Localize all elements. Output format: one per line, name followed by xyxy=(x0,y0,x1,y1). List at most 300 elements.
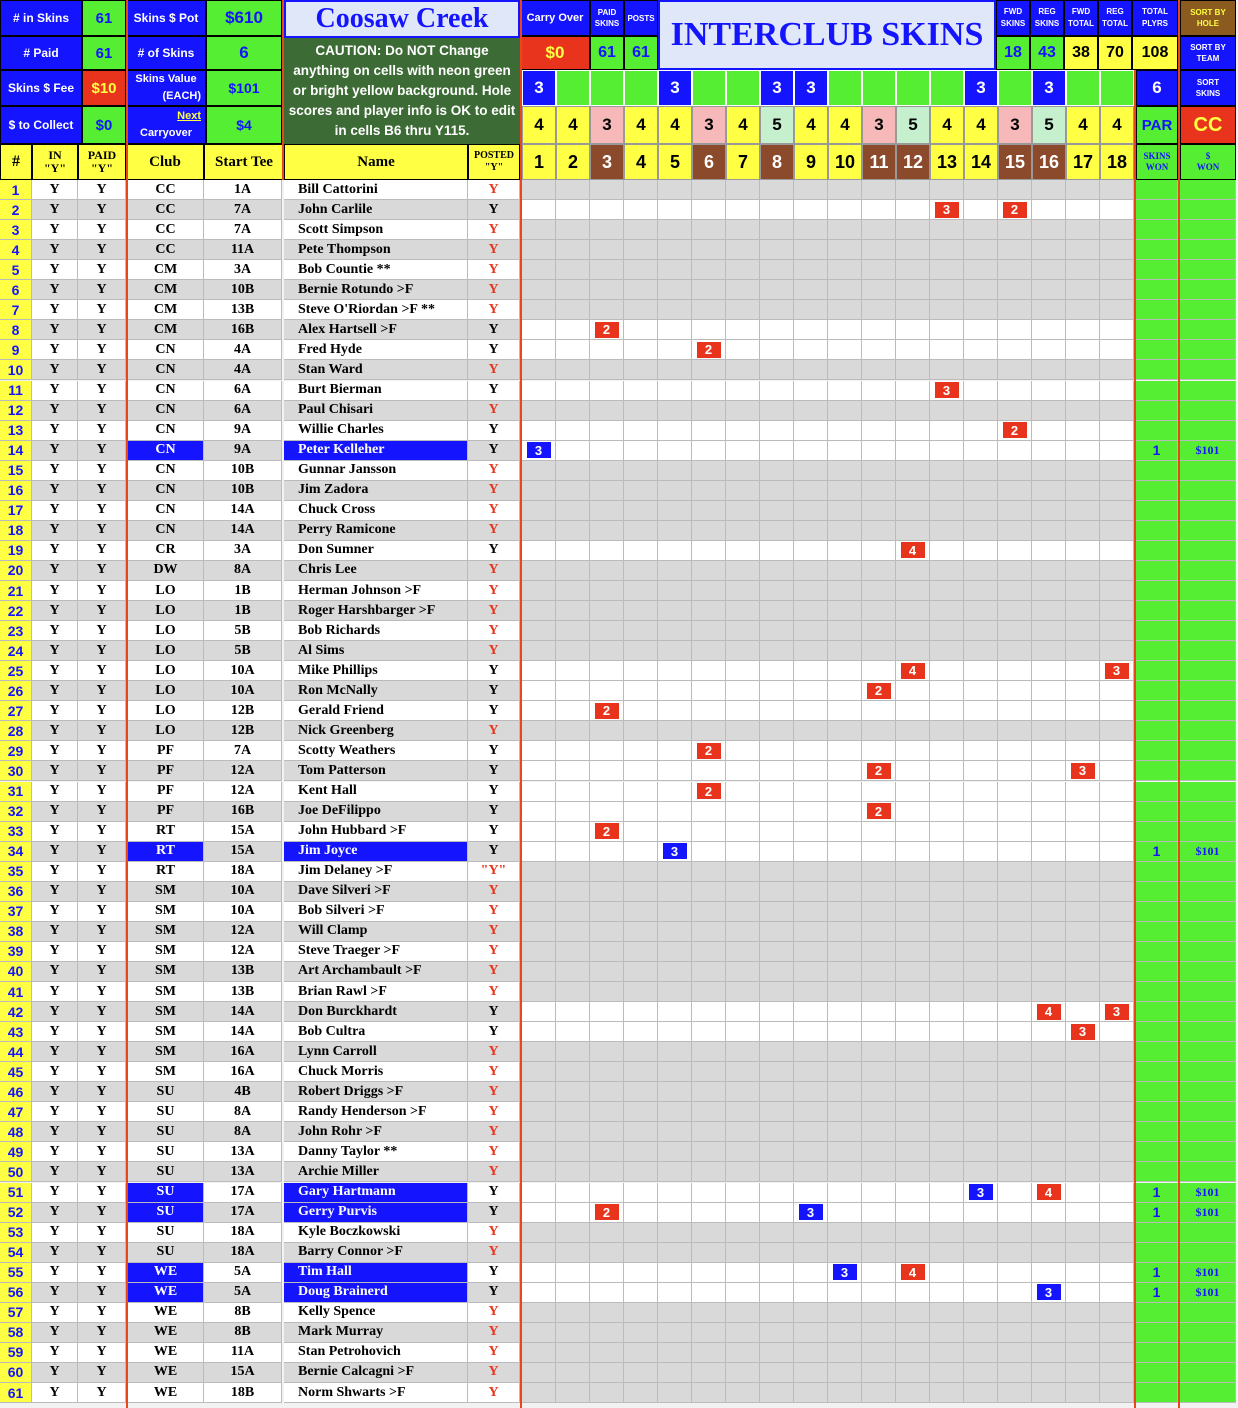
posted-cell[interactable]: Y xyxy=(468,1363,520,1383)
posted-cell[interactable]: Y xyxy=(468,1002,520,1022)
hole-score-cell[interactable] xyxy=(1032,661,1066,681)
hole-score-cell[interactable] xyxy=(692,541,726,561)
hole-score-cell[interactable] xyxy=(828,1162,862,1182)
tee-cell[interactable]: 1B xyxy=(204,601,282,621)
hole-score-cell[interactable] xyxy=(658,782,692,802)
player-name[interactable]: Gerry Purvis xyxy=(284,1203,468,1223)
hole-score-cell[interactable] xyxy=(1100,1223,1134,1243)
in-cell[interactable]: Y xyxy=(32,360,78,380)
hole-score-cell[interactable] xyxy=(794,741,828,761)
hole-score-cell[interactable] xyxy=(1066,782,1100,802)
hole-score-cell[interactable] xyxy=(828,240,862,260)
hole-score-cell[interactable] xyxy=(1066,240,1100,260)
hole-score-cell[interactable] xyxy=(590,1323,624,1343)
hole-score-cell[interactable] xyxy=(896,280,930,300)
hole-score-cell[interactable] xyxy=(862,1323,896,1343)
hole-score-cell[interactable] xyxy=(896,761,930,781)
hole-score-cell[interactable] xyxy=(862,541,896,561)
hole-score-cell[interactable] xyxy=(930,461,964,481)
player-name[interactable]: Willie Charles xyxy=(284,421,468,441)
hole-score-cell[interactable] xyxy=(522,381,556,401)
hole-score-cell[interactable] xyxy=(794,360,828,380)
hole-score-cell[interactable] xyxy=(930,1142,964,1162)
player-name[interactable]: John Rohr >F xyxy=(284,1122,468,1142)
hole-score-cell[interactable] xyxy=(1066,581,1100,601)
hole-score-cell[interactable] xyxy=(896,701,930,721)
paid-cell[interactable]: Y xyxy=(78,1323,126,1343)
hole-score-cell[interactable] xyxy=(896,1162,930,1182)
hole-score-cell[interactable] xyxy=(1100,661,1134,681)
hole-score-cell[interactable] xyxy=(896,982,930,1002)
tee-cell[interactable]: 7A xyxy=(204,200,282,220)
in-cell[interactable]: Y xyxy=(32,1102,78,1122)
club-cell[interactable]: PF xyxy=(128,782,204,802)
hole-score-cell[interactable] xyxy=(1066,761,1100,781)
player-name[interactable]: Peter Kelleher xyxy=(284,441,468,461)
club-cell[interactable]: CM xyxy=(128,320,204,340)
hole-score-cell[interactable] xyxy=(794,1303,828,1323)
hole-score-cell[interactable] xyxy=(726,220,760,240)
hole-score-cell[interactable] xyxy=(862,741,896,761)
hole-score-cell[interactable] xyxy=(964,541,998,561)
hole-score-cell[interactable] xyxy=(1066,982,1100,1002)
hole-score-cell[interactable] xyxy=(1032,1203,1066,1223)
posted-cell[interactable]: Y xyxy=(468,381,520,401)
hole-score-cell[interactable] xyxy=(998,701,1032,721)
hole-score-cell[interactable] xyxy=(760,260,794,280)
sort-by-team-button[interactable] xyxy=(1180,36,1236,70)
in-cell[interactable]: Y xyxy=(32,1183,78,1203)
posted-cell[interactable]: Y xyxy=(468,300,520,320)
hole-score-cell[interactable] xyxy=(590,641,624,661)
hole-score-cell[interactable] xyxy=(964,922,998,942)
paid-cell[interactable]: Y xyxy=(78,481,126,501)
hole-score-cell[interactable] xyxy=(998,220,1032,240)
hole-score-cell[interactable] xyxy=(998,481,1032,501)
in-cell[interactable]: Y xyxy=(32,681,78,701)
hole-score-cell[interactable] xyxy=(726,561,760,581)
hole-score-cell[interactable] xyxy=(1032,401,1066,421)
paid-cell[interactable]: Y xyxy=(78,1203,126,1223)
hole-score-cell[interactable] xyxy=(760,842,794,862)
posted-cell[interactable]: Y xyxy=(468,240,520,260)
hole-score-cell[interactable] xyxy=(964,1082,998,1102)
posted-cell[interactable]: Y xyxy=(468,1122,520,1142)
fee-value[interactable]: $10 xyxy=(82,70,126,106)
hole-score-cell[interactable] xyxy=(794,240,828,260)
hole-score-cell[interactable] xyxy=(1032,421,1066,441)
hole-score-cell[interactable] xyxy=(658,802,692,822)
club-cell[interactable]: LO xyxy=(128,701,204,721)
hole-score-cell[interactable] xyxy=(590,220,624,240)
hole-score-cell[interactable] xyxy=(964,1363,998,1383)
hole-score-cell[interactable] xyxy=(896,1343,930,1363)
hole-score-cell[interactable] xyxy=(862,1203,896,1223)
hole-score-cell[interactable] xyxy=(964,1183,998,1203)
club-cell[interactable]: SM xyxy=(128,982,204,1002)
hole-score-cell[interactable] xyxy=(726,541,760,561)
player-name[interactable]: Norm Shwarts >F xyxy=(284,1383,468,1403)
hole-score-cell[interactable] xyxy=(930,1062,964,1082)
club-cell[interactable]: CN xyxy=(128,461,204,481)
hole-score-cell[interactable] xyxy=(964,681,998,701)
hole-score-cell[interactable] xyxy=(1032,902,1066,922)
hole-score-cell[interactable] xyxy=(1066,1223,1100,1243)
hole-score-cell[interactable] xyxy=(692,802,726,822)
in-cell[interactable]: Y xyxy=(32,741,78,761)
paid-cell[interactable]: Y xyxy=(78,220,126,240)
hole-score-cell[interactable] xyxy=(1100,621,1134,641)
club-cell[interactable]: SU xyxy=(128,1102,204,1122)
hole-score-cell[interactable] xyxy=(930,842,964,862)
hole-score-cell[interactable] xyxy=(930,1343,964,1363)
hole-score-cell[interactable] xyxy=(896,1062,930,1082)
hole-score-cell[interactable] xyxy=(760,381,794,401)
hole-score-cell[interactable] xyxy=(998,1162,1032,1182)
hole-score-cell[interactable] xyxy=(930,1102,964,1122)
hole-score-cell[interactable] xyxy=(1100,220,1134,240)
hole-score-cell[interactable] xyxy=(1032,1183,1066,1203)
hole-score-cell[interactable] xyxy=(590,1122,624,1142)
hole-score-cell[interactable] xyxy=(998,982,1032,1002)
hole-score-cell[interactable] xyxy=(590,681,624,701)
hole-score-cell[interactable] xyxy=(590,200,624,220)
hole-score-cell[interactable] xyxy=(556,721,590,741)
paid-cell[interactable]: Y xyxy=(78,1303,126,1323)
hole-score-cell[interactable] xyxy=(1066,1283,1100,1303)
hole-score-cell[interactable] xyxy=(862,340,896,360)
hole-score-cell[interactable] xyxy=(692,1162,726,1182)
tee-cell[interactable]: 5B xyxy=(204,621,282,641)
hole-score-cell[interactable] xyxy=(624,220,658,240)
hole-score-cell[interactable] xyxy=(896,802,930,822)
paid-cell[interactable]: Y xyxy=(78,1062,126,1082)
hole-score-cell[interactable] xyxy=(828,501,862,521)
hole-score-cell[interactable] xyxy=(624,1122,658,1142)
hole-score-cell[interactable] xyxy=(862,1263,896,1283)
tee-cell[interactable]: 12B xyxy=(204,701,282,721)
hole-score-cell[interactable] xyxy=(794,180,828,200)
hole-score-cell[interactable] xyxy=(726,1022,760,1042)
hole-score-cell[interactable] xyxy=(998,681,1032,701)
hole-score-cell[interactable] xyxy=(930,621,964,641)
club-cell[interactable]: PF xyxy=(128,802,204,822)
hole-score-cell[interactable] xyxy=(862,902,896,922)
sort-by-hole-button[interactable] xyxy=(1180,0,1236,36)
in-cell[interactable]: Y xyxy=(32,1062,78,1082)
hole-score-cell[interactable] xyxy=(794,260,828,280)
hole-score-cell[interactable] xyxy=(964,1323,998,1343)
posted-cell[interactable]: "Y" xyxy=(468,862,520,882)
player-name[interactable]: Jim Delaney >F xyxy=(284,862,468,882)
hole-score-cell[interactable] xyxy=(964,1203,998,1223)
hole-score-cell[interactable] xyxy=(930,541,964,561)
hole-score-cell[interactable] xyxy=(998,842,1032,862)
in-cell[interactable]: Y xyxy=(32,1243,78,1263)
hole-score-cell[interactable] xyxy=(522,1343,556,1363)
hole-score-cell[interactable] xyxy=(1032,280,1066,300)
hole-score-cell[interactable] xyxy=(522,621,556,641)
hole-score-cell[interactable] xyxy=(556,260,590,280)
hole-score-cell[interactable] xyxy=(828,721,862,741)
hole-score-cell[interactable] xyxy=(726,1183,760,1203)
hole-score-cell[interactable] xyxy=(862,501,896,521)
hole-score-cell[interactable] xyxy=(794,220,828,240)
hole-score-cell[interactable] xyxy=(964,1022,998,1042)
hole-score-cell[interactable] xyxy=(692,1303,726,1323)
hole-score-cell[interactable] xyxy=(760,1022,794,1042)
hole-score-cell[interactable] xyxy=(726,381,760,401)
hole-score-cell[interactable] xyxy=(590,882,624,902)
in-cell[interactable]: Y xyxy=(32,982,78,1002)
hole-score-cell[interactable] xyxy=(1066,902,1100,922)
hole-score-cell[interactable] xyxy=(998,741,1032,761)
hole-score-cell[interactable] xyxy=(522,942,556,962)
tee-cell[interactable]: 10B xyxy=(204,280,282,300)
hole-score-cell[interactable] xyxy=(862,220,896,240)
tee-cell[interactable]: 14A xyxy=(204,1002,282,1022)
hole-score-cell[interactable] xyxy=(692,1203,726,1223)
player-name[interactable]: Pete Thompson xyxy=(284,240,468,260)
hole-score-cell[interactable] xyxy=(1100,641,1134,661)
hole-score-cell[interactable] xyxy=(896,561,930,581)
posted-cell[interactable]: Y xyxy=(468,1383,520,1403)
hole-score-cell[interactable] xyxy=(522,340,556,360)
hole-score-cell[interactable] xyxy=(1066,220,1100,240)
hole-score-cell[interactable] xyxy=(862,320,896,340)
hole-score-cell[interactable] xyxy=(998,641,1032,661)
hole-score-cell[interactable] xyxy=(556,320,590,340)
hole-score-cell[interactable] xyxy=(624,621,658,641)
hole-score-cell[interactable] xyxy=(930,782,964,802)
hole-score-cell[interactable] xyxy=(1066,601,1100,621)
hole-score-cell[interactable] xyxy=(624,541,658,561)
hole-score-cell[interactable] xyxy=(930,882,964,902)
hole-score-cell[interactable] xyxy=(862,701,896,721)
hole-score-cell[interactable] xyxy=(1066,641,1100,661)
player-name[interactable]: Al Sims xyxy=(284,641,468,661)
hole-score-cell[interactable] xyxy=(658,280,692,300)
player-name[interactable]: Alex Hartsell >F xyxy=(284,320,468,340)
hole-score-cell[interactable] xyxy=(556,1243,590,1263)
hole-score-cell[interactable] xyxy=(726,1343,760,1363)
hole-score-cell[interactable] xyxy=(760,441,794,461)
hole-score-cell[interactable] xyxy=(1100,1042,1134,1062)
club-cell[interactable]: SM xyxy=(128,1062,204,1082)
hole-score-cell[interactable] xyxy=(1032,200,1066,220)
hole-score-cell[interactable] xyxy=(522,1363,556,1383)
club-cell[interactable]: LO xyxy=(128,661,204,681)
hole-score-cell[interactable] xyxy=(828,641,862,661)
hole-score-cell[interactable] xyxy=(624,601,658,621)
hole-score-cell[interactable] xyxy=(658,1223,692,1243)
hole-score-cell[interactable] xyxy=(590,802,624,822)
tee-cell[interactable]: 5B xyxy=(204,641,282,661)
hole-score-cell[interactable] xyxy=(896,1243,930,1263)
hole-score-cell[interactable] xyxy=(760,1343,794,1363)
hole-score-cell[interactable] xyxy=(624,260,658,280)
hole-score-cell[interactable] xyxy=(998,441,1032,461)
hole-score-cell[interactable] xyxy=(896,461,930,481)
hole-score-cell[interactable] xyxy=(624,240,658,260)
club-cell[interactable]: WE xyxy=(128,1263,204,1283)
in-cell[interactable]: Y xyxy=(32,1283,78,1303)
hole-score-cell[interactable] xyxy=(1066,1022,1100,1042)
player-name[interactable]: Lynn Carroll xyxy=(284,1042,468,1062)
hole-score-cell[interactable] xyxy=(828,1223,862,1243)
hole-score-cell[interactable] xyxy=(964,581,998,601)
hole-score-cell[interactable] xyxy=(624,1223,658,1243)
hole-score-cell[interactable] xyxy=(1066,922,1100,942)
posted-cell[interactable]: Y xyxy=(468,541,520,561)
hole-score-cell[interactable] xyxy=(556,1102,590,1122)
hole-score-cell[interactable] xyxy=(760,1082,794,1102)
hole-score-cell[interactable] xyxy=(828,701,862,721)
paid-cell[interactable]: Y xyxy=(78,601,126,621)
player-name[interactable]: Tim Hall xyxy=(284,1263,468,1283)
hole-score-cell[interactable] xyxy=(624,862,658,882)
hole-score-cell[interactable] xyxy=(998,782,1032,802)
hole-score-cell[interactable] xyxy=(896,521,930,541)
posted-cell[interactable]: Y xyxy=(468,401,520,421)
club-cell[interactable]: WE xyxy=(128,1363,204,1383)
hole-score-cell[interactable] xyxy=(760,761,794,781)
hole-score-cell[interactable] xyxy=(556,1323,590,1343)
hole-score-cell[interactable] xyxy=(624,180,658,200)
hole-score-cell[interactable] xyxy=(930,401,964,421)
hole-score-cell[interactable] xyxy=(590,1102,624,1122)
hole-score-cell[interactable] xyxy=(590,761,624,781)
hole-score-cell[interactable] xyxy=(964,260,998,280)
hole-score-cell[interactable] xyxy=(760,1042,794,1062)
hole-score-cell[interactable] xyxy=(1100,280,1134,300)
hole-score-cell[interactable] xyxy=(726,1283,760,1303)
hole-score-cell[interactable] xyxy=(590,300,624,320)
posted-cell[interactable]: Y xyxy=(468,340,520,360)
hole-score-cell[interactable] xyxy=(794,501,828,521)
in-cell[interactable]: Y xyxy=(32,1002,78,1022)
hole-score-cell[interactable] xyxy=(794,601,828,621)
hole-score-cell[interactable] xyxy=(1032,1082,1066,1102)
hole-score-cell[interactable] xyxy=(726,761,760,781)
hole-score-cell[interactable] xyxy=(556,581,590,601)
hole-score-cell[interactable] xyxy=(930,741,964,761)
posted-cell[interactable]: Y xyxy=(468,360,520,380)
hole-score-cell[interactable] xyxy=(896,1263,930,1283)
hole-score-cell[interactable] xyxy=(862,260,896,280)
hole-score-cell[interactable] xyxy=(590,1042,624,1062)
hole-score-cell[interactable] xyxy=(828,621,862,641)
hole-score-cell[interactable] xyxy=(1066,701,1100,721)
paid-cell[interactable]: Y xyxy=(78,1082,126,1102)
hole-score-cell[interactable] xyxy=(794,1343,828,1363)
paid-cell[interactable]: Y xyxy=(78,962,126,982)
hole-score-cell[interactable] xyxy=(998,1223,1032,1243)
hole-score-cell[interactable] xyxy=(760,721,794,741)
hole-score-cell[interactable] xyxy=(624,761,658,781)
player-name[interactable]: Steve O'Riordan >F ** xyxy=(284,300,468,320)
hole-score-cell[interactable] xyxy=(896,1002,930,1022)
hole-score-cell[interactable] xyxy=(964,561,998,581)
hole-score-cell[interactable] xyxy=(794,200,828,220)
hole-score-cell[interactable] xyxy=(896,501,930,521)
hole-score-cell[interactable] xyxy=(1066,882,1100,902)
hole-score-cell[interactable] xyxy=(794,1042,828,1062)
hole-score-cell[interactable] xyxy=(862,882,896,902)
hole-score-cell[interactable] xyxy=(1032,822,1066,842)
hole-score-cell[interactable] xyxy=(828,1343,862,1363)
hole-score-cell[interactable] xyxy=(896,360,930,380)
hole-score-cell[interactable] xyxy=(896,381,930,401)
hole-score-cell[interactable] xyxy=(998,902,1032,922)
hole-score-cell[interactable] xyxy=(930,661,964,681)
hole-score-cell[interactable] xyxy=(998,320,1032,340)
paid-cell[interactable]: Y xyxy=(78,1142,126,1162)
hole-score-cell[interactable] xyxy=(658,902,692,922)
hole-score-cell[interactable] xyxy=(828,822,862,842)
posted-cell[interactable]: Y xyxy=(468,761,520,781)
hole-score-cell[interactable] xyxy=(556,441,590,461)
hole-score-cell[interactable] xyxy=(862,1082,896,1102)
club-cell[interactable]: SM xyxy=(128,1002,204,1022)
hole-score-cell[interactable] xyxy=(692,782,726,802)
player-name[interactable]: Archie Miller xyxy=(284,1162,468,1182)
hole-score-cell[interactable] xyxy=(862,381,896,401)
in-cell[interactable]: Y xyxy=(32,822,78,842)
paid-cell[interactable]: Y xyxy=(78,1363,126,1383)
hole-score-cell[interactable] xyxy=(726,862,760,882)
hole-score-cell[interactable] xyxy=(726,1042,760,1062)
posted-cell[interactable]: Y xyxy=(468,1102,520,1122)
hole-score-cell[interactable] xyxy=(1032,180,1066,200)
tee-cell[interactable]: 8A xyxy=(204,1122,282,1142)
hole-score-cell[interactable] xyxy=(692,1142,726,1162)
hole-score-cell[interactable] xyxy=(590,441,624,461)
hole-score-cell[interactable] xyxy=(726,982,760,1002)
hole-score-cell[interactable] xyxy=(862,1383,896,1403)
hole-score-cell[interactable] xyxy=(896,681,930,701)
hole-score-cell[interactable] xyxy=(964,1303,998,1323)
in-cell[interactable]: Y xyxy=(32,240,78,260)
hole-score-cell[interactable] xyxy=(828,761,862,781)
hole-score-cell[interactable] xyxy=(930,1022,964,1042)
posted-cell[interactable]: Y xyxy=(468,842,520,862)
hole-score-cell[interactable] xyxy=(590,280,624,300)
hole-score-cell[interactable] xyxy=(998,601,1032,621)
hole-score-cell[interactable] xyxy=(1032,1363,1066,1383)
tee-cell[interactable]: 16B xyxy=(204,802,282,822)
hole-score-cell[interactable] xyxy=(896,481,930,501)
hole-score-cell[interactable] xyxy=(794,1102,828,1122)
tee-cell[interactable]: 3A xyxy=(204,541,282,561)
hole-score-cell[interactable] xyxy=(998,621,1032,641)
hole-score-cell[interactable] xyxy=(692,681,726,701)
hole-score-cell[interactable] xyxy=(794,701,828,721)
hole-score-cell[interactable] xyxy=(794,802,828,822)
hole-score-cell[interactable] xyxy=(828,1183,862,1203)
hole-score-cell[interactable] xyxy=(692,300,726,320)
club-cell[interactable]: SM xyxy=(128,902,204,922)
hole-score-cell[interactable] xyxy=(1066,280,1100,300)
hole-score-cell[interactable] xyxy=(964,942,998,962)
player-name[interactable]: Paul Chisari xyxy=(284,401,468,421)
hole-score-cell[interactable] xyxy=(760,1363,794,1383)
hole-score-cell[interactable] xyxy=(1032,220,1066,240)
hole-score-cell[interactable] xyxy=(658,761,692,781)
hole-score-cell[interactable] xyxy=(964,340,998,360)
tee-cell[interactable]: 15A xyxy=(204,842,282,862)
hole-score-cell[interactable] xyxy=(828,1002,862,1022)
